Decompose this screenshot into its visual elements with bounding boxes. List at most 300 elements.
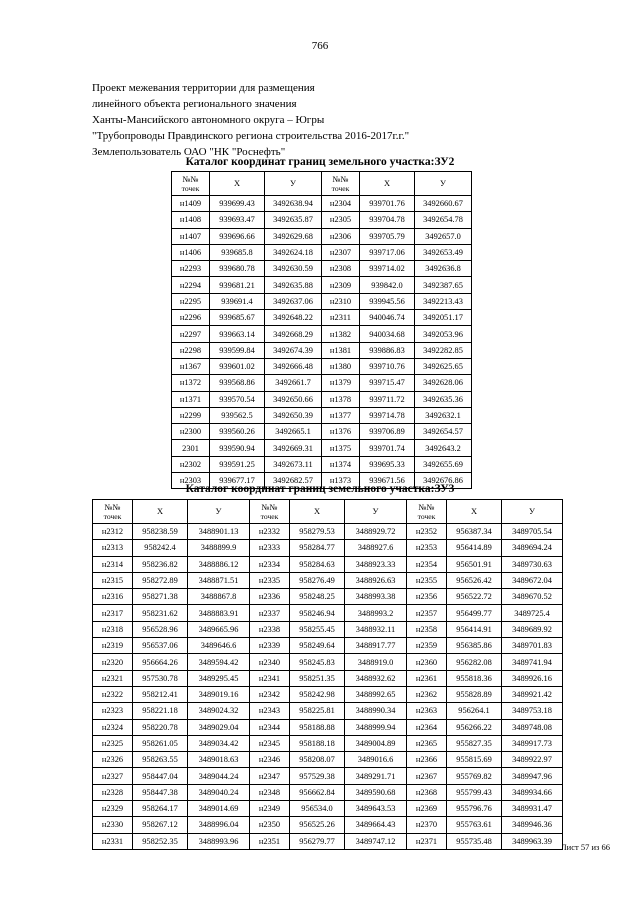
x-cell: 956264.1 (447, 703, 502, 719)
x-cell: 958255.45 (290, 621, 345, 637)
x-cell: 955815.69 (447, 752, 502, 768)
point-id-cell: н2317 (93, 605, 133, 621)
x-cell: 939695.33 (360, 456, 415, 472)
table-row (93, 605, 563, 621)
y-cell: 3488917.77 (345, 638, 407, 654)
y-cell: 3488883.91 (188, 605, 250, 621)
point-id-cell: н2313 (93, 540, 133, 556)
x-cell: 958246.94 (290, 605, 345, 621)
catalog-zu3-title: Каталог координат границ земельного участка:ЗУ3 (185, 483, 455, 495)
x-cell: 958447.04 (133, 768, 188, 784)
header-line: Землепользователь ОАО "НК "Роснефть" (92, 146, 286, 158)
point-column-header (93, 500, 133, 524)
x-cell: 956385.86 (447, 638, 502, 654)
point-header-bottom: точек (103, 511, 122, 521)
x-cell: 939568.86 (210, 375, 265, 391)
y-cell: 3489689.92 (502, 621, 563, 637)
y-cell: 3488993.38 (345, 589, 407, 605)
x-cell: 957529.38 (290, 768, 345, 784)
x-cell: 939714.78 (360, 407, 415, 423)
y-cell: 3492624.18 (265, 244, 322, 260)
point-id-cell: н2350 (250, 817, 290, 833)
point-id-cell: н2355 (407, 572, 447, 588)
table-row (93, 801, 563, 817)
y-cell: 3492643.2 (415, 440, 472, 456)
x-cell: 958208.07 (290, 752, 345, 768)
point-id-cell: н2299 (172, 407, 210, 423)
x-cell: 939591.25 (210, 456, 265, 472)
x-cell: 958221.18 (133, 703, 188, 719)
point-id-cell: н2345 (250, 735, 290, 751)
table-row (172, 277, 472, 293)
header-line: "Трубопроводы Правдинского региона строительства 2016-2017г.г." (92, 130, 410, 142)
y-cell: 3488932.11 (345, 621, 407, 637)
point-header-bottom: точек (331, 183, 350, 193)
point-id-cell: н2311 (322, 310, 360, 326)
x-cell: 958220.78 (133, 719, 188, 735)
x-cell: 955828.89 (447, 686, 502, 702)
point-id-cell: н2344 (250, 719, 290, 735)
y-cell: 3488923.33 (345, 556, 407, 572)
point-column-header (172, 172, 210, 196)
y-cell: 3489040.24 (188, 784, 250, 800)
point-id-cell: н2319 (93, 638, 133, 654)
table-row (93, 589, 563, 605)
point-id-cell: н2366 (407, 752, 447, 768)
table-row (93, 524, 563, 540)
x-cell: 958271.38 (133, 589, 188, 605)
x-cell: 956664.26 (133, 654, 188, 670)
x-cell: 939671.56 (360, 473, 415, 489)
table-row (93, 686, 563, 702)
y-cell: 3489934.66 (502, 784, 563, 800)
x-cell: 958264.17 (133, 801, 188, 817)
point-id-cell: н1376 (322, 424, 360, 440)
y-cell: 3489931.47 (502, 801, 563, 817)
table-row (93, 703, 563, 719)
x-cell: 939711.72 (360, 391, 415, 407)
table-row (172, 424, 472, 440)
x-cell: 958242.98 (290, 686, 345, 702)
point-header-bottom: точек (417, 511, 436, 521)
x-cell: 958251.35 (290, 670, 345, 686)
x-cell: 956526.42 (447, 572, 502, 588)
point-id-cell: н2365 (407, 735, 447, 751)
y-cell: 3489963.39 (502, 833, 563, 849)
y-cell: 3489694.24 (502, 540, 563, 556)
point-id-cell: н2363 (407, 703, 447, 719)
point-id-cell: н2316 (93, 589, 133, 605)
point-id-cell: н2338 (250, 621, 290, 637)
y-cell: 3492648.22 (265, 310, 322, 326)
table-row (172, 293, 472, 309)
y-cell: 3489643.53 (345, 801, 407, 817)
point-id-cell: н1381 (322, 342, 360, 358)
point-id-cell: н2335 (250, 572, 290, 588)
y-cell: 3489926.16 (502, 670, 563, 686)
table-row (172, 440, 472, 456)
y-cell: 3488867.8 (188, 589, 250, 605)
y-cell: 3488932.62 (345, 670, 407, 686)
y-cell: 3492668.29 (265, 326, 322, 342)
y-cell: 3492676.86 (415, 473, 472, 489)
y-cell: 3488992.65 (345, 686, 407, 702)
point-id-cell: н2314 (93, 556, 133, 572)
point-id-cell: н2336 (250, 589, 290, 605)
table-row (172, 212, 472, 228)
point-id-cell: н1373 (322, 473, 360, 489)
y-cell: 3492650.66 (265, 391, 322, 407)
y-cell: 3492630.59 (265, 261, 322, 277)
point-id-cell: н2364 (407, 719, 447, 735)
point-id-cell: н1378 (322, 391, 360, 407)
y-column-header: У (265, 172, 322, 196)
point-id-cell: н2339 (250, 638, 290, 654)
point-id-cell: н2315 (93, 572, 133, 588)
x-cell: 955769.82 (447, 768, 502, 784)
header-line: Проект межевания территории для размещения (92, 82, 315, 94)
point-id-cell: н2343 (250, 703, 290, 719)
point-id-cell: н1371 (172, 391, 210, 407)
point-id-cell: н2298 (172, 342, 210, 358)
y-cell: 3489741.94 (502, 654, 563, 670)
x-cell: 956387.34 (447, 524, 502, 540)
y-cell: 3489921.42 (502, 686, 563, 702)
x-cell: 939590.94 (210, 440, 265, 456)
x-cell: 940034.68 (360, 326, 415, 342)
point-id-cell: н1407 (172, 228, 210, 244)
table-row (93, 784, 563, 800)
point-id-cell: н2294 (172, 277, 210, 293)
x-column-header: X (447, 500, 502, 524)
point-id-cell: н2334 (250, 556, 290, 572)
y-column-header: У (345, 500, 407, 524)
y-cell: 3488993.2 (345, 605, 407, 621)
point-id-cell: н1367 (172, 358, 210, 374)
x-cell: 939599.84 (210, 342, 265, 358)
y-cell: 3489014.69 (188, 801, 250, 817)
x-cell: 939570.54 (210, 391, 265, 407)
x-cell: 939691.4 (210, 293, 265, 309)
x-cell: 958236.82 (133, 556, 188, 572)
y-cell: 3489004.89 (345, 735, 407, 751)
x-cell: 956662.84 (290, 784, 345, 800)
point-id-cell: н2306 (322, 228, 360, 244)
table-row (172, 228, 472, 244)
table-row (93, 768, 563, 784)
header-line: Ханты-Мансийского автономного округа – Югры (92, 114, 325, 126)
y-cell: 3489034.42 (188, 735, 250, 751)
point-id-cell: н2333 (250, 540, 290, 556)
table-row (93, 572, 563, 588)
y-cell: 3492051.17 (415, 310, 472, 326)
table-row (93, 621, 563, 637)
sheet-number: Лист 57 из 66 (560, 842, 610, 852)
y-column-header: У (502, 500, 563, 524)
x-cell: 939693.47 (210, 212, 265, 228)
point-header-top: №№ (104, 502, 121, 512)
y-cell: 3488871.51 (188, 572, 250, 588)
point-header-top: №№ (332, 174, 349, 184)
y-cell: 3488899.9 (188, 540, 250, 556)
x-cell: 956501.91 (447, 556, 502, 572)
point-id-cell: н2300 (172, 424, 210, 440)
x-cell: 939945.56 (360, 293, 415, 309)
point-id-cell: н2362 (407, 686, 447, 702)
y-cell: 3492053.96 (415, 326, 472, 342)
y-cell: 3489019.16 (188, 686, 250, 702)
y-cell: 3492282.85 (415, 342, 472, 358)
y-cell: 3492635.87 (265, 212, 322, 228)
point-header-top: №№ (182, 174, 199, 184)
point-id-cell: н1408 (172, 212, 210, 228)
table-row (172, 342, 472, 358)
x-cell: 939717.06 (360, 244, 415, 260)
y-cell: 3489730.63 (502, 556, 563, 572)
y-cell: 3492628.06 (415, 375, 472, 391)
y-cell: 3488990.34 (345, 703, 407, 719)
catalog-zu2-title: Каталог координат границ земельного участка:ЗУ2 (185, 156, 455, 168)
x-column-header: X (210, 172, 265, 196)
point-id-cell: н2357 (407, 605, 447, 621)
x-cell: 939886.83 (360, 342, 415, 358)
table-row (93, 654, 563, 670)
y-cell: 3489029.04 (188, 719, 250, 735)
point-id-cell: н2309 (322, 277, 360, 293)
point-id-cell: н2370 (407, 817, 447, 833)
x-cell: 939701.76 (360, 196, 415, 212)
point-id-cell: н2369 (407, 801, 447, 817)
y-cell: 3492673.11 (265, 456, 322, 472)
y-cell: 3489665.96 (188, 621, 250, 637)
x-cell: 958212.41 (133, 686, 188, 702)
y-cell: 3489044.24 (188, 768, 250, 784)
y-cell: 3492637.06 (265, 293, 322, 309)
point-id-cell: н2367 (407, 768, 447, 784)
y-cell: 3489747.12 (345, 833, 407, 849)
document-header (92, 80, 572, 160)
x-cell: 939685.67 (210, 310, 265, 326)
x-cell: 955818.36 (447, 670, 502, 686)
table-row (172, 326, 472, 342)
point-id-cell: н2297 (172, 326, 210, 342)
y-cell: 3492635.36 (415, 391, 472, 407)
x-cell: 939699.43 (210, 196, 265, 212)
y-cell: 3492674.39 (265, 342, 322, 358)
table-row (172, 244, 472, 260)
y-column-header: У (415, 172, 472, 196)
point-id-cell: н2340 (250, 654, 290, 670)
y-cell: 3492666.48 (265, 358, 322, 374)
y-cell: 3492655.69 (415, 456, 472, 472)
point-id-cell: н2347 (250, 768, 290, 784)
point-id-cell: н2310 (322, 293, 360, 309)
point-id-cell: н2354 (407, 556, 447, 572)
x-cell: 939562.5 (210, 407, 265, 423)
x-cell: 939677.17 (210, 473, 265, 489)
x-cell: 958249.64 (290, 638, 345, 654)
x-cell: 939715.47 (360, 375, 415, 391)
table-row (93, 719, 563, 735)
y-cell: 3489024.32 (188, 703, 250, 719)
x-cell: 956537.06 (133, 638, 188, 654)
y-cell: 3488999.94 (345, 719, 407, 735)
x-column-header: X (133, 500, 188, 524)
y-cell: 3488927.6 (345, 540, 407, 556)
point-id-cell: н1379 (322, 375, 360, 391)
x-cell: 955763.61 (447, 817, 502, 833)
point-id-cell: н2352 (407, 524, 447, 540)
y-cell: 3489664.43 (345, 817, 407, 833)
y-cell: 3488901.13 (188, 524, 250, 540)
point-id-cell: н2360 (407, 654, 447, 670)
y-column-header: У (188, 500, 250, 524)
y-cell: 3488929.72 (345, 524, 407, 540)
point-column-header (250, 500, 290, 524)
table-row (93, 735, 563, 751)
x-cell: 956534.0 (290, 801, 345, 817)
y-cell: 3492213.43 (415, 293, 472, 309)
table-header-row (93, 500, 563, 524)
point-id-cell: н1409 (172, 196, 210, 212)
x-cell: 939681.21 (210, 277, 265, 293)
x-cell: 939680.78 (210, 261, 265, 277)
y-cell: 3488919.0 (345, 654, 407, 670)
y-cell: 3492387.65 (415, 277, 472, 293)
y-cell: 3492669.31 (265, 440, 322, 456)
x-cell: 955799.43 (447, 784, 502, 800)
point-id-cell: н2321 (93, 670, 133, 686)
point-id-cell: н2371 (407, 833, 447, 849)
point-id-cell: н2326 (93, 752, 133, 768)
y-cell: 3492654.57 (415, 424, 472, 440)
point-id-cell: н1380 (322, 358, 360, 374)
y-cell: 3489590.68 (345, 784, 407, 800)
point-id-cell: н2318 (93, 621, 133, 637)
y-cell: 3492629.68 (265, 228, 322, 244)
x-cell: 958272.89 (133, 572, 188, 588)
y-cell: 3489917.73 (502, 735, 563, 751)
y-cell: 3492638.94 (265, 196, 322, 212)
point-id-cell: н2327 (93, 768, 133, 784)
catalog-zu3-body (93, 524, 563, 850)
point-id-cell: н2329 (93, 801, 133, 817)
point-id-cell: н2353 (407, 540, 447, 556)
x-cell: 958238.59 (133, 524, 188, 540)
y-cell: 3492650.39 (265, 407, 322, 423)
header-line: линейного объекта регионального значения (92, 98, 297, 110)
point-id-cell: н2358 (407, 621, 447, 637)
point-id-cell: н1382 (322, 326, 360, 342)
x-cell: 958245.83 (290, 654, 345, 670)
y-cell: 3489705.54 (502, 524, 563, 540)
x-cell: 958279.53 (290, 524, 345, 540)
x-cell: 939704.78 (360, 212, 415, 228)
table-row (93, 817, 563, 833)
x-cell: 955735.48 (447, 833, 502, 849)
point-id-cell: н2295 (172, 293, 210, 309)
x-column-header: X (360, 172, 415, 196)
x-cell: 958252.35 (133, 833, 188, 849)
x-cell: 956279.77 (290, 833, 345, 849)
table-row (93, 638, 563, 654)
x-cell: 955827.35 (447, 735, 502, 751)
point-id-cell: н1375 (322, 440, 360, 456)
y-cell: 3492636.8 (415, 261, 472, 277)
point-id-cell: н2330 (93, 817, 133, 833)
x-cell: 956282.08 (447, 654, 502, 670)
y-cell: 3492653.49 (415, 244, 472, 260)
x-cell: 958242.4 (133, 540, 188, 556)
y-cell: 3489672.04 (502, 572, 563, 588)
table-row (172, 261, 472, 277)
y-cell: 3492632.1 (415, 407, 472, 423)
x-cell: 958231.62 (133, 605, 188, 621)
x-cell: 957530.78 (133, 670, 188, 686)
x-cell: 958284.63 (290, 556, 345, 572)
x-cell: 958263.55 (133, 752, 188, 768)
point-id-cell: н2322 (93, 686, 133, 702)
y-cell: 3492657.0 (415, 228, 472, 244)
x-cell: 939663.14 (210, 326, 265, 342)
y-cell: 3488926.63 (345, 572, 407, 588)
y-cell: 3489594.42 (188, 654, 250, 670)
x-cell: 939842.0 (360, 277, 415, 293)
table-row (93, 540, 563, 556)
x-cell: 958248.25 (290, 589, 345, 605)
x-cell: 939705.79 (360, 228, 415, 244)
x-cell: 958447.38 (133, 784, 188, 800)
x-cell: 955796.76 (447, 801, 502, 817)
point-id-cell: н2346 (250, 752, 290, 768)
x-cell: 956414.89 (447, 540, 502, 556)
y-cell: 3489753.18 (502, 703, 563, 719)
x-cell: 956528.96 (133, 621, 188, 637)
point-id-cell: н2293 (172, 261, 210, 277)
point-id-cell: н2342 (250, 686, 290, 702)
x-cell: 939685.8 (210, 244, 265, 260)
y-cell: 3489725.4 (502, 605, 563, 621)
point-id-cell: н2359 (407, 638, 447, 654)
point-header-top: №№ (418, 502, 435, 512)
point-header-bottom: точек (181, 183, 200, 193)
x-cell: 939601.02 (210, 358, 265, 374)
y-cell: 3489291.71 (345, 768, 407, 784)
x-cell: 939701.74 (360, 440, 415, 456)
point-id-cell: н2361 (407, 670, 447, 686)
point-id-cell: н2348 (250, 784, 290, 800)
point-id-cell: н2323 (93, 703, 133, 719)
x-cell: 956499.77 (447, 605, 502, 621)
table-row (93, 752, 563, 768)
y-cell: 3489670.52 (502, 589, 563, 605)
x-cell: 958188.88 (290, 719, 345, 735)
y-cell: 3492654.78 (415, 212, 472, 228)
point-id-cell: н2341 (250, 670, 290, 686)
point-id-cell: н2331 (93, 833, 133, 849)
point-id-cell: н2308 (322, 261, 360, 277)
point-id-cell: н1406 (172, 244, 210, 260)
point-id-cell: н2356 (407, 589, 447, 605)
table-row (93, 556, 563, 572)
x-cell: 956414.91 (447, 621, 502, 637)
point-id-cell: н2328 (93, 784, 133, 800)
x-column-header: X (290, 500, 345, 524)
table-row (172, 456, 472, 472)
point-id-cell: н2349 (250, 801, 290, 817)
x-cell: 958267.12 (133, 817, 188, 833)
x-cell: 939710.76 (360, 358, 415, 374)
